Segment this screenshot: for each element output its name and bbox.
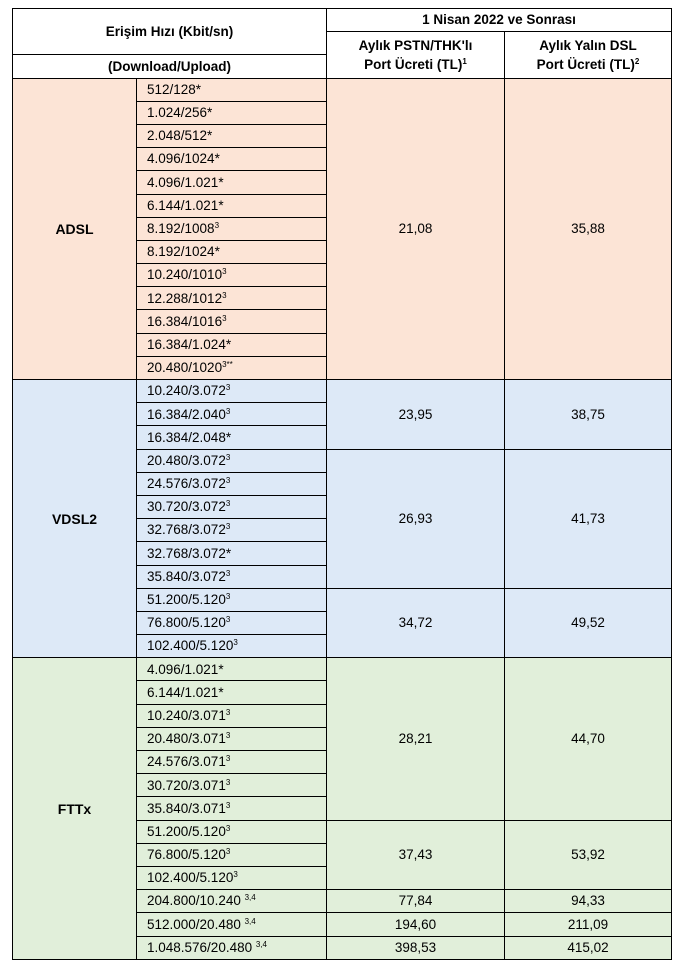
speed-cell [137, 681, 327, 704]
speed-cell [137, 797, 327, 820]
footnote-marker: 3 [225, 707, 231, 717]
speed-cell [137, 426, 327, 449]
speed-cell [137, 310, 327, 333]
speed-value: 16.384/1.024* [147, 336, 232, 352]
speed-cell [137, 611, 327, 634]
speed-cell [137, 751, 327, 774]
speed-value: 8.192/1024* [147, 244, 220, 260]
speed-value: 24.576/3.072 [147, 476, 226, 492]
speed-cell [137, 101, 327, 124]
pstn-price-cell: 26,93 [327, 449, 505, 588]
speed-cell [137, 727, 327, 750]
footnote-marker: 3 [222, 267, 227, 277]
adsl-row [13, 78, 672, 101]
speed-value: 20.480/1020 [147, 360, 223, 376]
speed-cell [137, 565, 327, 588]
footnote-marker: 3** [222, 360, 233, 370]
speed-value: 8.192/1008 [147, 221, 215, 237]
fttx-row [13, 658, 672, 681]
pstn-price-cell: 28,21 [327, 658, 505, 820]
speed-cell [137, 403, 327, 426]
speed-value: 35.840/3.072 [147, 568, 226, 584]
speed-value: 10.240/3.072 [147, 383, 226, 399]
speed-value: 35.840/3.071 [147, 800, 226, 816]
speed-cell [137, 519, 327, 542]
footnote-marker: 3 [225, 592, 231, 602]
speed-value: 51.200/5.120 [147, 592, 226, 608]
yalin-price-cell: 44,70 [505, 658, 672, 820]
speed-value: 24.576/3.071 [147, 754, 226, 770]
footnote-marker: 3 [222, 290, 227, 300]
yalin-price-cell: 35,88 [505, 78, 672, 379]
speed-value: 30.720/3.071 [147, 777, 226, 793]
yalin-price-cell: 53,92 [505, 820, 672, 890]
pstn-price-cell: 77,84 [327, 890, 505, 913]
yalin-price-cell: 415,02 [505, 936, 672, 959]
pstn-column-header: Aylık PSTN/THK'lı Port Ücreti (TL)$^1$ [327, 32, 505, 78]
yalin-price-cell: 94,33 [505, 890, 672, 913]
speed-cell [137, 264, 327, 287]
pstn-price-cell: 23,95 [327, 380, 505, 450]
speed-cell [137, 936, 327, 959]
speed-cell [137, 704, 327, 727]
speed-value: 204.800/10.240 [147, 893, 245, 909]
speed-value: 16.384/2.048* [147, 429, 232, 445]
speed-value: 4.096/1.021* [147, 661, 224, 677]
speed-value: 6.144/1.021* [147, 197, 224, 213]
speed-value: 12.288/1012 [147, 290, 223, 306]
footnote-marker: 3 [225, 777, 231, 787]
speed-cell [137, 171, 327, 194]
speed-value: 32.768/3.072 [147, 522, 226, 538]
speed-cell [137, 472, 327, 495]
speed-value: 20.480/3.071 [147, 731, 226, 747]
footnote-marker: 3 [225, 452, 231, 462]
yalin-price-cell: 49,52 [505, 588, 672, 658]
speed-value: 1.024/256* [147, 105, 213, 121]
footnote-marker: 3 [233, 638, 238, 648]
speed-cell [137, 148, 327, 171]
footnote-marker: 3 [225, 499, 231, 509]
speed-value: 16.384/1016 [147, 313, 223, 329]
speed-cell [137, 658, 327, 681]
speed-value: 10.240/1010 [147, 267, 223, 283]
footnote-marker: 3,4 [244, 916, 256, 926]
speed-cell [137, 449, 327, 472]
speed-cell [137, 843, 327, 866]
speed-cell [137, 495, 327, 518]
footnote-marker: 3 [225, 823, 231, 833]
speed-cell [137, 356, 327, 379]
footnote-marker: 3 [214, 221, 220, 231]
pstn-price-cell: 194,60 [327, 913, 505, 936]
speed-value: 2.048/512* [147, 128, 213, 144]
speed-cell [137, 820, 327, 843]
speed-value: 76.800/5.120 [147, 615, 226, 631]
pstn-price-cell: 398,53 [327, 936, 505, 959]
yalin-column-header: Aylık Yalın DSL Port Ücreti (TL)$^2$ [505, 32, 672, 78]
yalin-price-cell: 41,73 [505, 449, 672, 588]
speed-value: 16.384/2.040 [147, 406, 226, 422]
speed-cell [137, 542, 327, 565]
speed-header: Erişim Hızı (Kbit/sn) [13, 9, 327, 55]
footnote-marker: 3 [225, 476, 231, 486]
footnote-marker: 3 [233, 870, 238, 880]
speed-value: 6.144/1.021* [147, 684, 224, 700]
speed-cell [137, 866, 327, 889]
speed-value: 4.096/1024* [147, 151, 220, 167]
speed-cell [137, 124, 327, 147]
adsl-group-label: ADSL [13, 78, 137, 379]
footnote-marker: 3 [225, 615, 231, 625]
footnote-marker: 3 [225, 731, 231, 741]
yalin-price-cell: 211,09 [505, 913, 672, 936]
footnote-marker: 3 [225, 522, 231, 532]
speed-value: 30.720/3.072 [147, 499, 226, 515]
vdsl-group-label: VDSL2 [13, 380, 137, 658]
footnote-marker: 3 [225, 847, 231, 857]
footnote-marker: 3 [222, 313, 227, 323]
speed-cell [137, 774, 327, 797]
footnote-marker: 3,4 [244, 893, 256, 903]
vdsl-row [13, 380, 672, 403]
footnote-marker: 3 [225, 383, 231, 393]
speed-value: 102.400/5.120 [147, 870, 234, 886]
speed-value: 32.768/3.072* [147, 545, 232, 561]
pstn-price-cell: 34,72 [327, 588, 505, 658]
speed-cell [137, 913, 327, 936]
speed-value: 1.048.576/20.480 [147, 940, 256, 955]
speed-value: 10.240/3.071 [147, 707, 226, 723]
speed-value: 4.096/1.021* [147, 174, 224, 190]
speed-value: 51.200/5.120 [147, 823, 226, 839]
speed-cell [137, 890, 327, 913]
speed-cell [137, 333, 327, 356]
speed-cell [137, 635, 327, 658]
speed-value: 512/128* [147, 81, 202, 97]
yalin-price-cell: 38,75 [505, 380, 672, 450]
pstn-price-cell: 21,08 [327, 78, 505, 379]
footnote-marker: 3,4 [255, 940, 267, 949]
pstn-price-cell: 37,43 [327, 820, 505, 890]
speed-cell [137, 588, 327, 611]
footnote-marker: 3 [225, 406, 231, 416]
speed-cell [137, 217, 327, 240]
speed-value: 512.000/20.480 [147, 916, 245, 932]
tariff-table [12, 8, 672, 960]
speed-value: 20.480/3.072 [147, 452, 226, 468]
footnote-marker: 3 [225, 754, 231, 764]
speed-cell [137, 380, 327, 403]
speed-cell [137, 78, 327, 101]
speed-cell [137, 240, 327, 263]
footnote-marker: 3 [225, 568, 231, 578]
footnote-marker: 3 [225, 800, 231, 810]
speed-value: 76.800/5.120 [147, 847, 226, 863]
speed-cell [137, 194, 327, 217]
speed-cell [137, 287, 327, 310]
fttx-group-label: FTTx [13, 658, 137, 960]
speed-value: 102.400/5.120 [147, 638, 234, 654]
download-upload-subheader: (Download/Upload) [13, 55, 327, 78]
period-header: 1 Nisan 2022 ve Sonrası [327, 9, 672, 32]
